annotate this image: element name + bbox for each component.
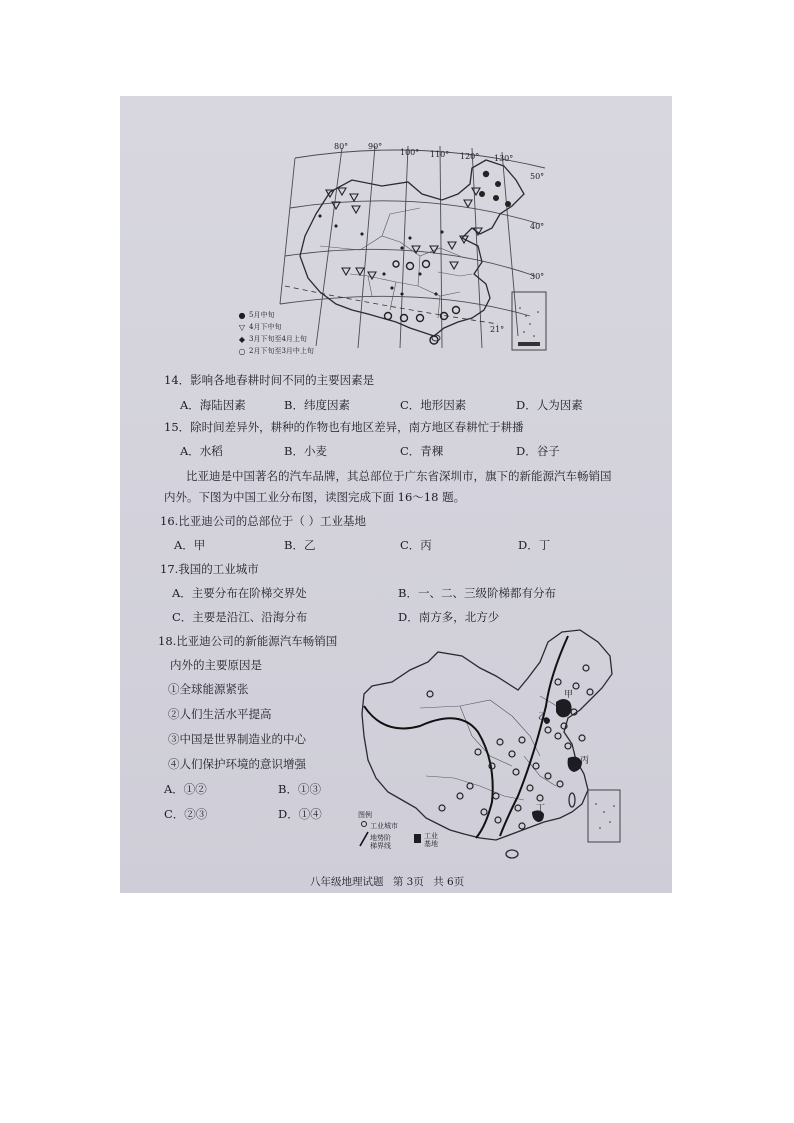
legend-item: ○ 2月下旬至3月中上旬 (238, 346, 314, 356)
base-label: 乙 (538, 712, 548, 722)
option: B．一、二、三级阶梯都有分布 (398, 586, 556, 600)
longitude-label: 130° (494, 154, 514, 163)
longitude-label: 110° (430, 150, 450, 159)
exam-photo (120, 96, 672, 893)
statement: ③中国是世界制造业的中心 (168, 732, 306, 746)
option: B．纬度因素 (284, 398, 350, 412)
legend-item: ● 5月中旬 (238, 310, 275, 320)
longitude-label: 120° (460, 152, 480, 161)
option: D．谷子 (516, 444, 560, 458)
longitude-label: 90° (368, 142, 383, 151)
footer-total: 共 6页 (433, 876, 465, 888)
option: C．青稞 (400, 444, 444, 458)
diamond-icon: ◆ (238, 334, 246, 344)
legend-item: ▽ 4月下中旬 (238, 322, 282, 332)
option: D．丁 (518, 538, 551, 552)
option: C．丙 (400, 538, 432, 552)
intro-line: 内外。下图为中国工业分布图，读图完成下面 16～18 题。 (164, 490, 466, 504)
option: A．甲 (174, 538, 206, 552)
svg-text:21°: 21° (490, 325, 505, 334)
question-17-stem: 17.我国的工业城市 (160, 562, 259, 576)
filled-circle-icon: ● (238, 310, 246, 320)
option: B．①③ (278, 782, 321, 796)
base-label: 丁 (536, 804, 546, 814)
question-15-stem: 15．除时间差异外，耕种的作物也有地区差异，南方地区春耕忙于耕播 (164, 420, 524, 434)
legend-label: 工业基地 (424, 832, 438, 848)
question-18-stem: 内外的主要原因是 (170, 658, 262, 672)
option: A．①② (164, 782, 207, 796)
down-triangle-icon: ▽ (238, 322, 246, 332)
question-14-stem: 14．影响各地春耕时间不同的主要因素是 (164, 373, 375, 387)
base-label: 甲 (564, 690, 574, 700)
legend-title: 图例 (358, 811, 372, 819)
intro-line: 比亚迪是中国著名的汽车品牌，其总部位于广东省深圳市，旗下的新能源汽车畅销国 (186, 469, 612, 483)
option: B．小麦 (284, 444, 327, 458)
legend-item: ◆ 3月下旬至4月上旬 (238, 334, 307, 344)
legend-label: 工业城市 (370, 822, 398, 830)
option: D．①④ (278, 807, 322, 821)
longitude-label: 80° (334, 142, 349, 151)
legend-label: 地势阶梯界线 (370, 834, 391, 850)
option: A．水稻 (180, 444, 223, 458)
option: A．主要分布在阶梯交界处 (172, 586, 307, 600)
footer-subject: 八年级地理试题 (310, 876, 384, 888)
footer-page: 第 3页 (392, 876, 424, 888)
longitude-label: 100° (400, 148, 420, 157)
base-label: 丙 (580, 756, 590, 766)
option: C．主要是沿江、沿海分布 (172, 610, 308, 624)
latitude-label: 40° (530, 222, 545, 231)
option: A．海陆因素 (180, 398, 246, 412)
footer (310, 874, 464, 889)
question-16-stem: 16.比亚迪公司的总部位于（ ）工业基地 (160, 514, 366, 528)
option: C．地形因素 (400, 398, 467, 412)
option: C．②③ (164, 807, 208, 821)
option: D．南方多，北方少 (398, 610, 500, 624)
option: B．乙 (284, 538, 316, 552)
statement: ④人们保护环境的意识增强 (168, 757, 306, 771)
latitude-label: 30° (530, 272, 545, 281)
latitude-label: 50° (530, 172, 545, 181)
statement: ②人们生活水平提高 (168, 707, 272, 721)
question-18-stem: 18.比亚迪公司的新能源汽车畅销国 (158, 634, 338, 648)
option: D．人为因素 (516, 398, 583, 412)
statement: ①全球能源紧张 (168, 682, 249, 696)
hollow-circle-icon: ○ (238, 346, 246, 356)
